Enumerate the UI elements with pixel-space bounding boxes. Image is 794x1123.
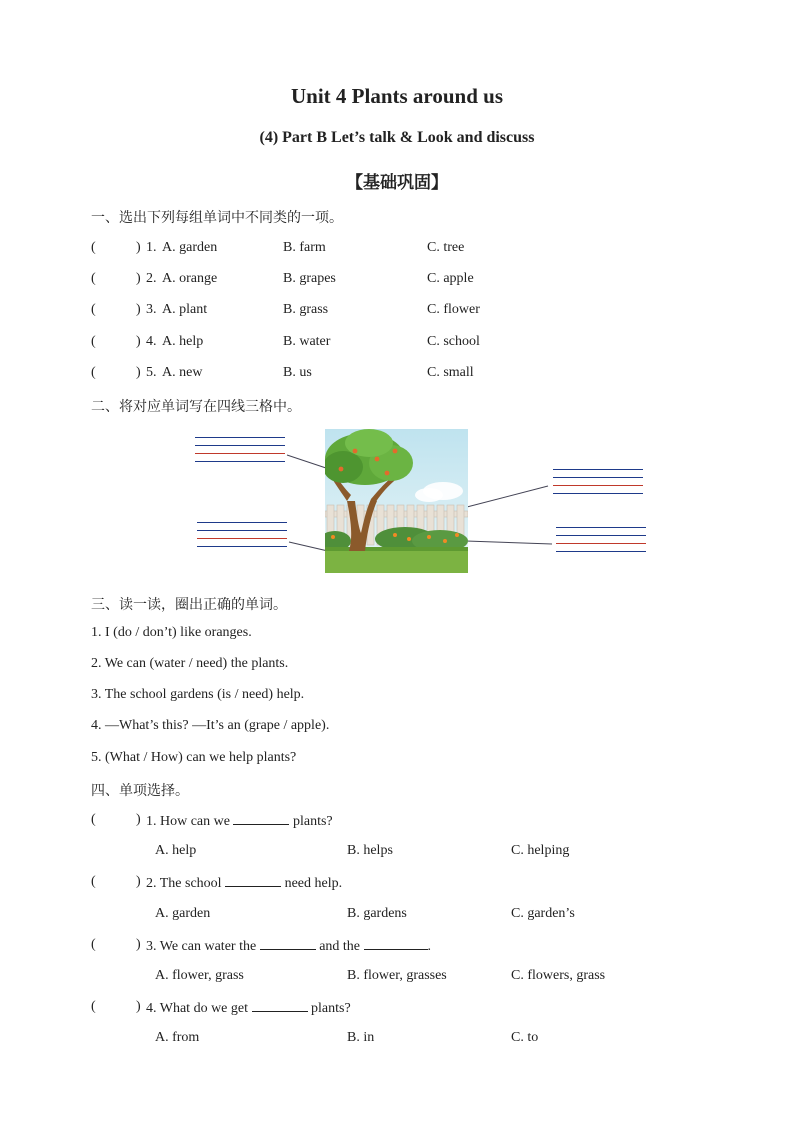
question-text: 1. How can we: [146, 814, 230, 829]
question-text: 4. What do we get: [146, 1001, 248, 1016]
page-subtitle: (4) Part B Let’s talk & Look and discuss: [259, 129, 535, 146]
option-b: B. grass: [283, 302, 329, 317]
option-a: A. flower, grass: [155, 968, 244, 983]
question-text-end: .: [427, 939, 432, 954]
mc-question-4: [146, 999, 351, 1017]
option-b: B. helps: [347, 843, 393, 858]
circle-question-5: 5. (What / How) can we help plants?: [91, 750, 297, 765]
garden-tree-picture: [325, 429, 468, 573]
answer-paren-open: (: [91, 302, 96, 317]
option-c: C. garden’s: [511, 906, 575, 921]
option-c: C. flowers, grass: [511, 968, 606, 983]
option-a: A. garden: [155, 906, 211, 921]
answer-blank[interactable]: [364, 937, 428, 950]
answer-paren-close: ): [136, 937, 141, 952]
answer-paren-open: (: [91, 271, 96, 286]
question-text: 2. The school: [146, 876, 222, 891]
answer-paren-open: (: [91, 999, 96, 1014]
answer-paren-close: ): [136, 240, 141, 255]
answer-paren-close: ): [136, 365, 141, 380]
option-c: C. to: [511, 1030, 539, 1045]
answer-blank[interactable]: [233, 812, 289, 825]
mc-question-1: [146, 812, 333, 830]
answer-paren-close: ): [136, 271, 141, 286]
answer-paren-open: (: [91, 334, 96, 349]
mc-question-3: [146, 937, 431, 955]
option-c: C. apple: [427, 271, 474, 286]
option-b: B. flower, grasses: [347, 968, 447, 983]
section4-heading: 四、单项选择。: [91, 783, 189, 799]
question-text-end: need help.: [284, 876, 343, 891]
question-number: 5.: [146, 365, 157, 380]
option-c: C. school: [427, 334, 480, 349]
answer-paren-open: (: [91, 365, 96, 380]
question-number: 4.: [146, 334, 157, 349]
option-a: A. plant: [162, 302, 208, 317]
question-text-mid: and the: [319, 939, 361, 954]
question-text-end: plants?: [311, 1001, 351, 1016]
answer-paren-close: ): [136, 334, 141, 349]
option-b: B. farm: [283, 240, 326, 255]
option-a: A. help: [155, 843, 197, 858]
answer-paren-open: (: [91, 240, 96, 255]
circle-question-4: 4. —What’s this? —It’s an (grape / apple).: [91, 718, 330, 733]
option-c: C. helping: [511, 843, 570, 858]
page-title: Unit 4 Plants around us: [290, 84, 503, 108]
answer-paren-open: (: [91, 937, 96, 952]
circle-question-3: 3. The school gardens (is / need) help.: [91, 687, 305, 702]
option-a: A. orange: [162, 271, 218, 286]
option-c: C. small: [427, 365, 474, 380]
option-b: B. in: [347, 1030, 375, 1045]
option-b: B. water: [283, 334, 331, 349]
section2-heading: 二、将对应单词写在四线三格中。: [91, 399, 301, 415]
answer-paren-close: ): [136, 999, 141, 1014]
option-a: A. from: [155, 1030, 200, 1045]
option-b: B. us: [283, 365, 312, 380]
answer-paren-close: ): [136, 874, 141, 889]
circle-question-1: 1. I (do / don’t) like oranges.: [91, 625, 252, 640]
answer-blank[interactable]: [225, 874, 281, 887]
answer-paren-open: (: [91, 874, 96, 889]
answer-paren-close: ): [136, 302, 141, 317]
question-number: 1.: [146, 240, 157, 255]
option-c: C. flower: [427, 302, 480, 317]
mc-question-2: [146, 874, 342, 892]
option-b: B. grapes: [283, 271, 336, 286]
option-a: A. help: [162, 334, 204, 349]
answer-paren-close: ): [136, 812, 141, 827]
option-b: B. gardens: [347, 906, 407, 921]
answer-paren-open: (: [91, 812, 96, 827]
question-text: 3. We can water the: [146, 939, 257, 954]
circle-question-2: 2. We can (water / need) the plants.: [91, 656, 289, 671]
question-text-end: plants?: [292, 814, 333, 829]
question-number: 3.: [146, 302, 157, 317]
question-number: 2.: [146, 271, 157, 286]
section3-heading: 三、读一读，圈出正确的单词。: [91, 597, 287, 613]
answer-blank[interactable]: [260, 937, 316, 950]
option-c: C. tree: [427, 240, 465, 255]
answer-blank[interactable]: [252, 999, 308, 1012]
section-label: 【基础巩固】: [346, 173, 448, 193]
section1-heading: 一、选出下列每组单词中不同类的一项。: [91, 210, 343, 226]
option-a: A. new: [162, 365, 203, 380]
option-a: A. garden: [162, 240, 218, 255]
